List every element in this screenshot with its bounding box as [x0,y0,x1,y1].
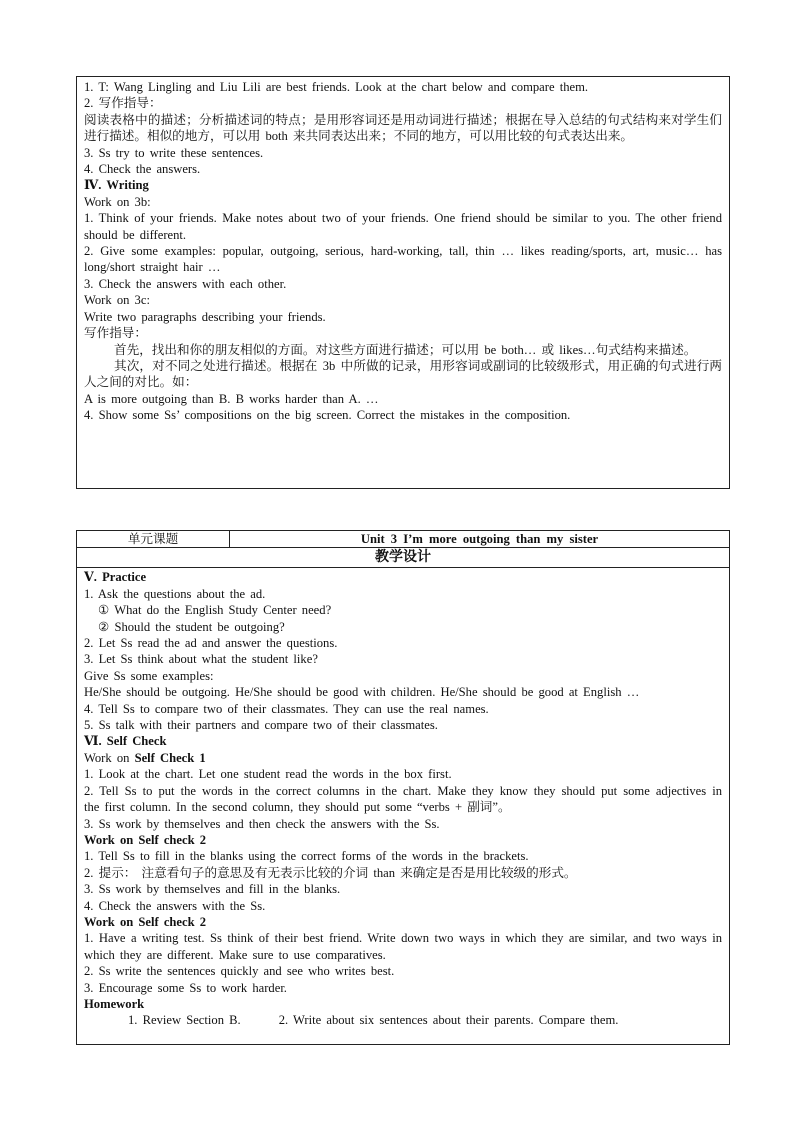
teaching-steps-box [76,76,730,489]
step-line: 1. Look at the chart. Let one student read the words in the box first. [84,767,452,782]
step-line: 2. Let Ss read the ad and answer the questions. [84,636,338,651]
work-on-label: Work on [84,750,135,765]
example-line: He/She should be outgoing. He/She should be good with children. He/She should be good at English … [84,685,640,700]
lesson-plan-box [76,530,730,1045]
example-line: A is more outgoing than B. B works harder than A. … [84,391,379,406]
step-line: 3. Encourage some Ss to work harder. [84,980,287,995]
section-heading-practice: Ⅴ. Practice [84,570,147,585]
step-line: Give Ss some examples: [84,668,214,683]
unit-label: 单元课题 [77,531,230,548]
step-line: 2. Tell Ss to put the words in the correct columns in the chart. Make they know they should put some adjectives in the first column. In the second column, they should put some “verbs + 副词”。 [84,783,722,815]
writing-guide-paragraph: 阅读表格中的描述；分析描述词的特点；是用形容词还是用动词进行描述；根据在导入总结的句式结构来对学生们进行描述。相似的地方，可以用 both 来共同表达出来；不同的地方，可以用比较的句式表达出来。 [84,112,722,144]
step-line: 3. Ss work by themselves and then check the answers with the Ss. [84,816,440,831]
step-line: 1. Have a writing test. Ss think of their best friend. Write down two ways in which they are similar, and two ways in which they are different. Make sure to use comparatives. [84,931,722,962]
homework-item: 2. Write about six sentences about their parents. Compare them. [278,1013,619,1028]
step-line: 写作指导： [84,326,147,341]
subsection-heading: Work on Self check 2 [84,914,207,929]
step-line: 4. Tell Ss to compare two of their classmates. They can use the real names. [84,701,489,716]
question-line: ② Should the student be outgoing? [98,619,285,634]
step-line: Write two paragraphs describing your friends. [84,309,326,324]
unit-header [77,531,729,548]
step-line: 4. Show some Ss’ compositions on the big screen. Correct the mistakes in the composition. [84,408,571,423]
self-check-label: Self Check 1 [134,750,206,765]
lesson-content [77,568,729,1028]
step-line: 5. Ss talk with their partners and compare two of their classmates. [84,718,438,733]
step-line: 1. T: Wang Lingling and Liu Lili are best friends. Look at the chart below and compare them. [84,80,589,94]
teaching-design-title: 教学设计 [77,548,729,568]
subsection-heading: Work on Self check 2 [84,832,207,847]
step-line: 1. Think of your friends. Make notes about two of your friends. One friend should be similar to you. The other friend should be different. [84,211,722,242]
step-line: Work on 3c: [84,293,150,308]
section-heading-self-check: Ⅵ. Self Check [84,734,167,749]
step-line: 3. Check the answers with each other. [84,276,287,291]
step-line: 2. Give some examples: popular, outgoing, serious, hard-working, tall, thin … likes reading/sports, art, music… has long/short straight hair … [84,244,722,275]
step-line: Work on 3b: [84,194,151,209]
step-line: 4. Check the answers. [84,162,201,177]
tip-line: 2. 提示： 注意看句子的意思及有无表示比较的介词 than 来确定是否是用比较级的形式。 [84,865,577,880]
step-line: 3. Ss try to write these sentences. [84,145,264,160]
step-line: 3. Let Ss think about what the student like? [84,652,318,667]
step-line: 2. 写作指导： [84,96,162,111]
unit-title: Unit 3 I’m more outgoing than my sister [230,531,730,548]
section-heading-writing: Ⅳ. Writing [84,178,149,193]
writing-guide-paragraph: 首先，找出和你的朋友相似的方面。对这些方面进行描述；可以用 be both… 或 likes…句式结构来描述。 [114,342,697,357]
step-line: 1. Ask the questions about the ad. [84,586,266,601]
question-line: ① What do the English Study Center need? [98,603,332,618]
writing-guide-paragraph: 其次，对不同之处进行描述。根据在 3b 中所做的记录，用形容词或副词的比较级形式，用正确的句式进行两人之间的对比。如： [84,358,722,390]
step-line: 3. Ss work by themselves and fill in the blanks. [84,882,341,897]
step-line: 2. Ss write the sentences quickly and see who writes best. [84,964,395,979]
homework-heading: Homework [84,996,145,1011]
step-line: 1. Tell Ss to fill in the blanks using the correct forms of the words in the brackets. [84,849,529,864]
homework-line [84,1012,722,1028]
subsection-heading [84,750,722,766]
homework-item: 1. Review Section B. [128,1013,241,1028]
step-line: 4. Check the answers with the Ss. [84,898,266,913]
